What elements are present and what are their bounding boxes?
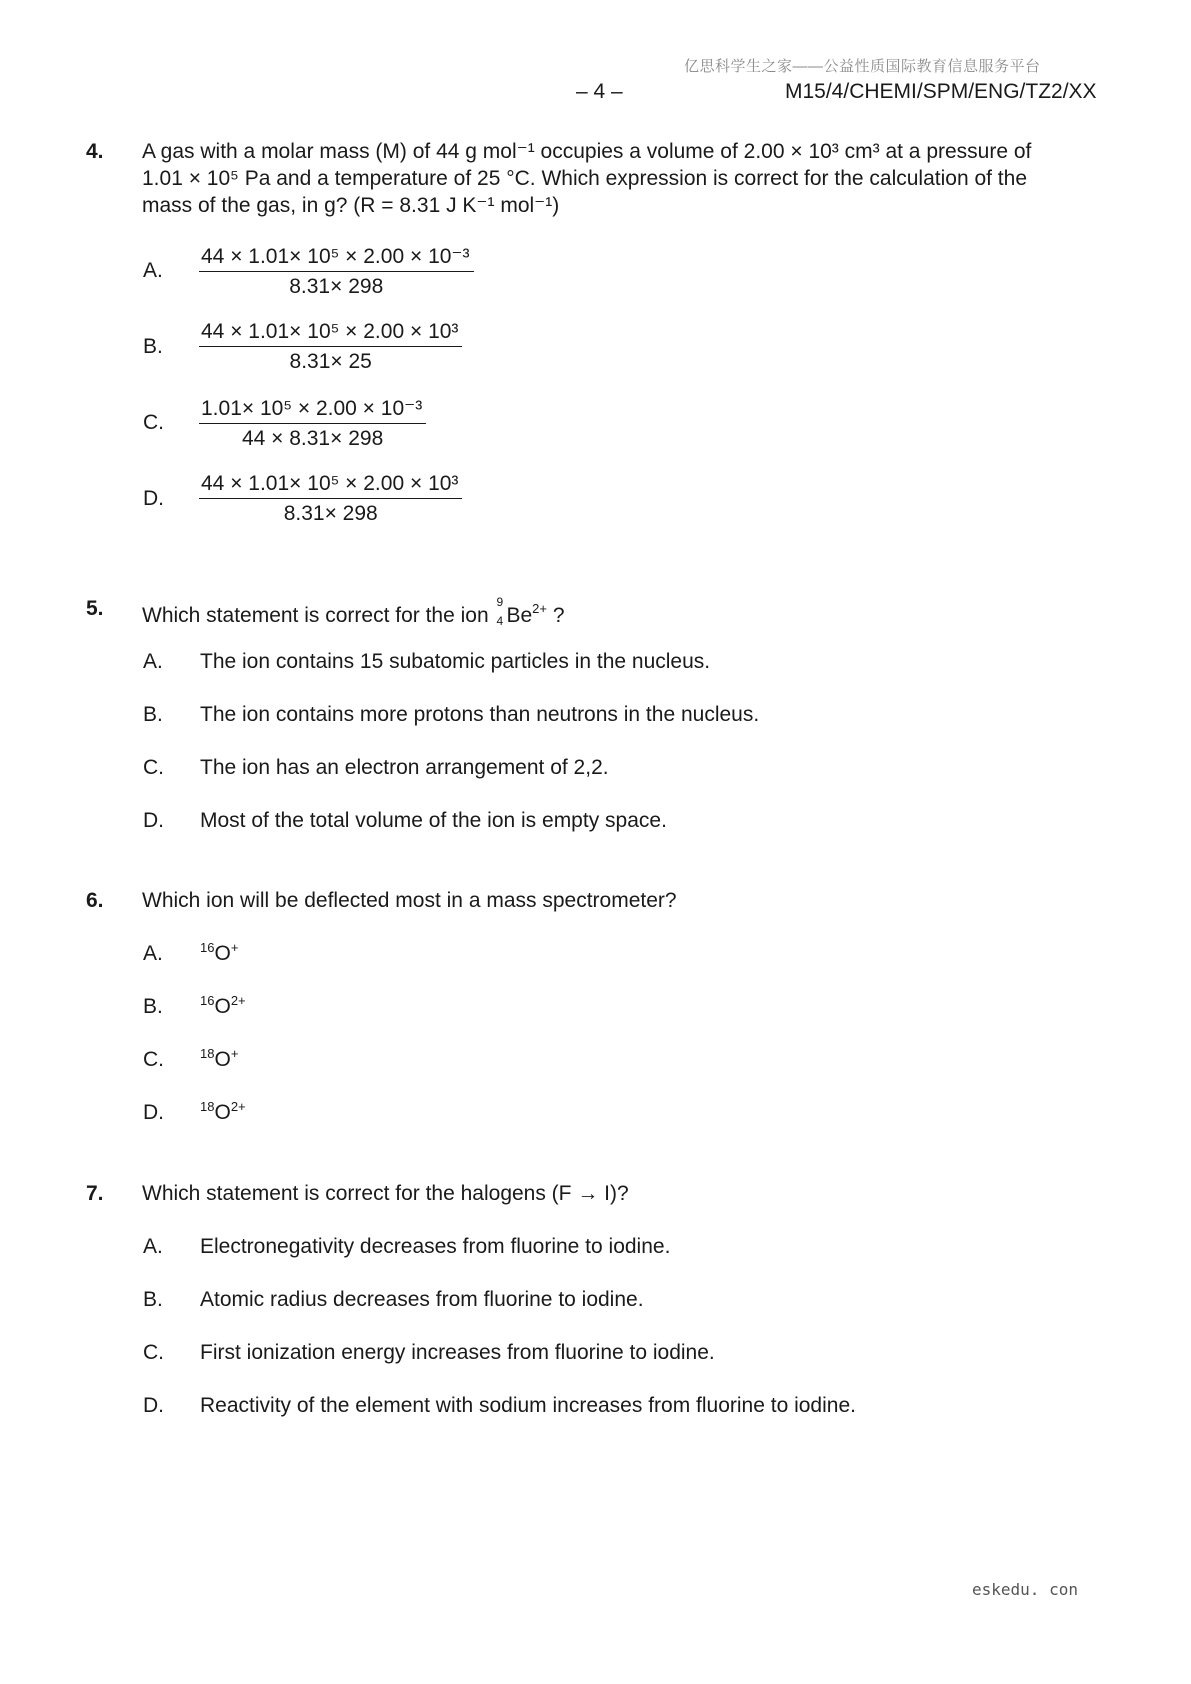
ion-atomic-number: 4: [496, 614, 504, 628]
element-symbol: O: [214, 942, 231, 965]
option-letter: C.: [143, 411, 164, 434]
option-letter: D.: [143, 1101, 164, 1124]
option-letter: A.: [143, 1235, 163, 1258]
mass-number: 18: [200, 1099, 215, 1114]
question-number: 4.: [86, 140, 104, 163]
question-text-before: Which statement is correct for the ion: [142, 604, 489, 627]
mass-number: 16: [200, 940, 215, 955]
option-letter: B.: [143, 703, 163, 726]
option-letter: A.: [143, 650, 163, 673]
option-letter: B.: [143, 335, 163, 358]
question-number: 5.: [86, 597, 104, 620]
option-letter: C.: [143, 1341, 164, 1364]
ion-nuclide-notation: [494, 595, 506, 628]
ion-charge: +: [230, 1046, 239, 1061]
fraction-numerator: 44 × 1.01× 10⁵ × 2.00 × 10³: [199, 472, 462, 499]
option-letter: D.: [143, 487, 164, 510]
option-text: Reactivity of the element with sodium increases from fluorine to iodine.: [200, 1394, 856, 1417]
option-letter: C.: [143, 1048, 164, 1071]
option-letter: D.: [143, 1394, 164, 1417]
option-letter: A.: [143, 942, 163, 965]
question-number: 6.: [86, 889, 104, 912]
mass-number: 16: [200, 993, 215, 1008]
paper-code: M15/4/CHEMI/SPM/ENG/TZ2/XX: [785, 80, 1097, 103]
option-text: The ion contains more protons than neutrons in the nucleus.: [200, 703, 760, 726]
option-letter: B.: [143, 1288, 163, 1311]
fraction-option-b: [199, 320, 462, 374]
option-letter: B.: [143, 995, 163, 1018]
question-text: [142, 138, 1142, 219]
option-text: Electronegativity decreases from fluorine to iodine.: [200, 1235, 671, 1258]
option-ion: [200, 993, 246, 1020]
option-letter: D.: [143, 809, 164, 832]
fraction-numerator: 44 × 1.01× 10⁵ × 2.00 × 10³: [199, 320, 462, 347]
option-text: Most of the total volume of the ion is empty space.: [200, 809, 667, 832]
ion-charge: 2+: [230, 993, 246, 1008]
option-text: Atomic radius decreases from fluorine to iodine.: [200, 1288, 644, 1311]
footer-site-mark: eskedu. con: [972, 1580, 1078, 1599]
option-text: The ion contains 15 subatomic particles in the nucleus.: [200, 650, 711, 673]
option-letter: C.: [143, 756, 164, 779]
fraction-option-d: [199, 472, 462, 526]
fraction-denominator: 8.31× 25: [289, 350, 372, 373]
ion-charge: 2+: [532, 601, 547, 616]
element-symbol: O: [214, 995, 231, 1018]
question-text: [142, 595, 1142, 629]
question-text: Which statement is correct for the halogens (F → I)?: [142, 1182, 629, 1205]
element-symbol: O: [214, 1048, 231, 1071]
question-text-after: ?: [547, 604, 565, 627]
fraction-denominator: 8.31× 298: [289, 275, 384, 298]
question-number: 7.: [86, 1182, 104, 1205]
fraction-denominator: 8.31× 298: [283, 502, 378, 525]
option-ion: [200, 940, 238, 967]
fraction-option-c: [199, 396, 426, 451]
option-text: First ionization energy increases from fluorine to iodine.: [200, 1341, 715, 1364]
element-symbol: O: [214, 1101, 231, 1124]
mass-number: 18: [200, 1046, 215, 1061]
option-ion: [200, 1099, 246, 1126]
ion-charge: 2+: [230, 1099, 246, 1114]
ion-symbol: Be: [506, 604, 533, 627]
ion-charge: +: [230, 940, 239, 955]
watermark-text: 亿思科学生之家——公益性质国际教育信息服务平台: [684, 58, 1041, 75]
fraction-numerator: 44 × 1.01× 10⁵ × 2.00 × 10⁻³: [199, 244, 474, 272]
option-ion: [200, 1046, 238, 1073]
option-text: The ion has an electron arrangement of 2,2.: [200, 756, 609, 779]
ion-mass-number: 9: [496, 595, 504, 609]
option-letter: A.: [143, 259, 163, 282]
question-line-2: 1.01 × 10⁵ Pa and a temperature of 25 °C. Which expression is correct for the calculation of the: [142, 167, 1027, 190]
fraction-numerator: 1.01× 10⁵ × 2.00 × 10⁻³: [199, 396, 426, 424]
page-number: – 4 –: [576, 80, 623, 103]
question-line-1: A gas with a molar mass (M) of 44 g mol⁻¹ occupies a volume of 2.00 × 10³ cm³ at a pressure of: [142, 140, 1032, 163]
question-line-3: mass of the gas, in g? (R = 8.31 J K⁻¹ mol⁻¹): [142, 194, 560, 217]
fraction-denominator: 44 × 8.31× 298: [241, 427, 384, 450]
question-text: Which ion will be deflected most in a mass spectrometer?: [142, 889, 677, 912]
fraction-option-a: [199, 244, 474, 299]
